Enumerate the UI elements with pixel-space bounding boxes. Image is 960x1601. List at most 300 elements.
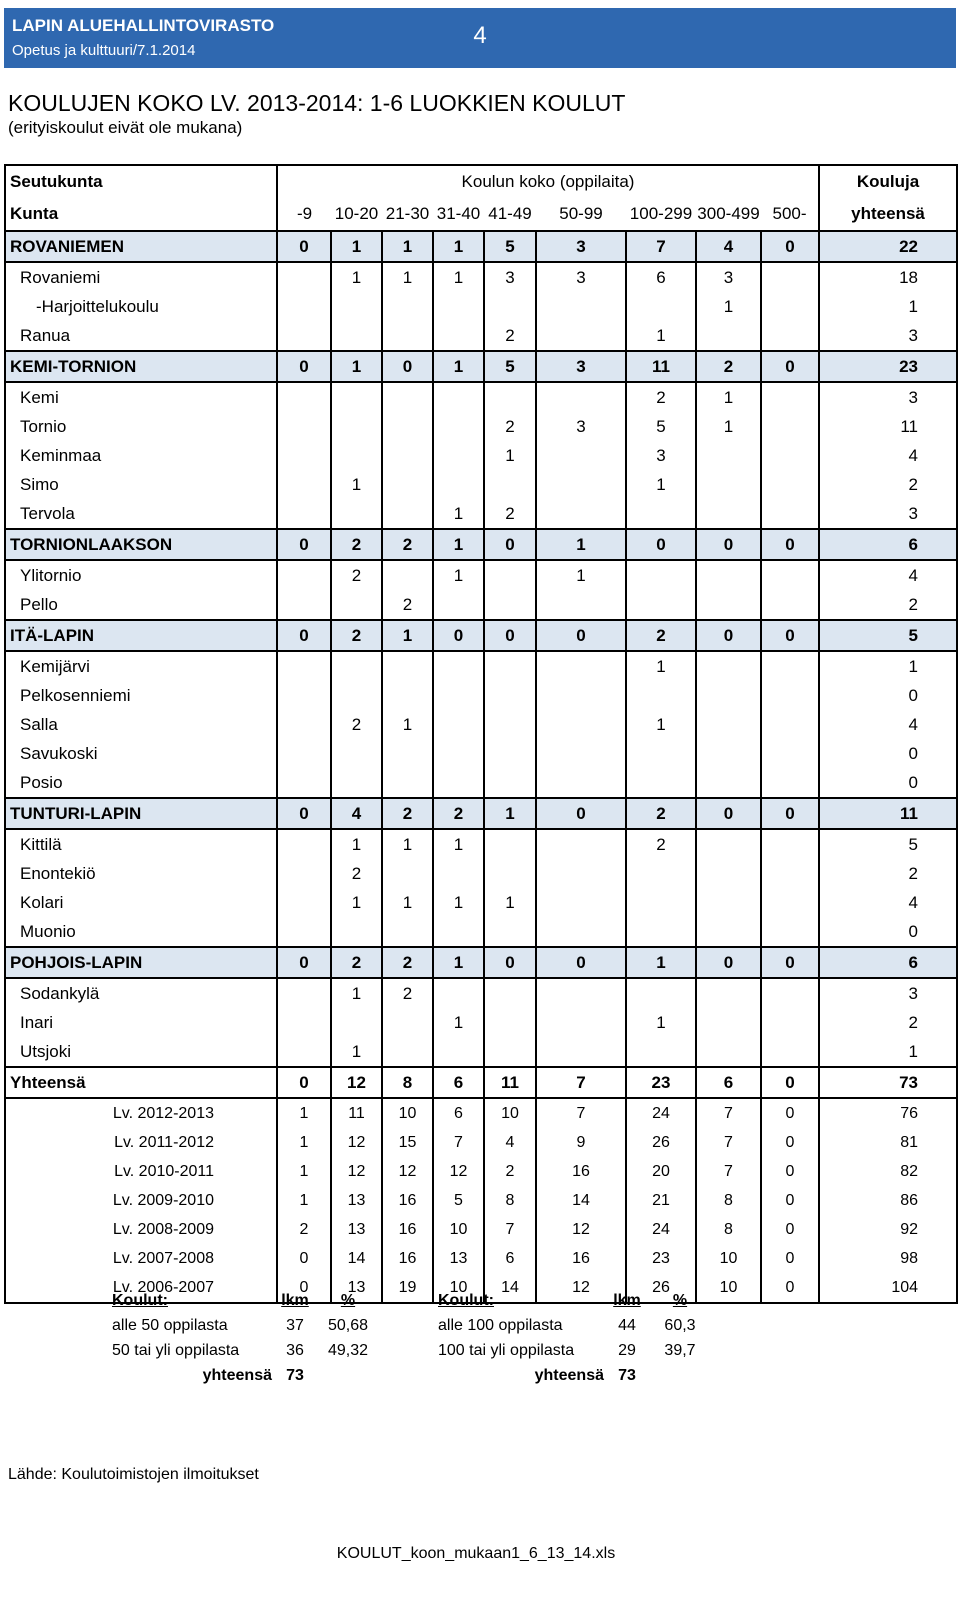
size-count-cell — [536, 739, 626, 768]
size-count-cell: 20 — [626, 1157, 696, 1186]
size-count-cell: 0 — [761, 351, 819, 382]
source-note: Lähde: Koulutoimistojen ilmoitukset — [8, 1466, 259, 1483]
size-count-cell: 12 — [382, 1157, 433, 1186]
size-count-cell: 1 — [433, 560, 484, 590]
size-count-cell — [484, 978, 536, 1008]
size-count-cell: 0 — [536, 947, 626, 978]
size-count-cell — [761, 412, 819, 441]
size-count-cell: 2 — [331, 620, 382, 651]
size-count-cell: 10 — [696, 1244, 761, 1273]
size-count-cell — [484, 1037, 536, 1067]
size-count-cell: 1 — [536, 560, 626, 590]
size-count-cell — [696, 710, 761, 739]
size-count-cell: 1 — [626, 651, 696, 681]
header-size-col: 10-20 — [334, 204, 379, 223]
size-count-cell — [382, 441, 433, 470]
schools-total-cell: 4 — [819, 560, 957, 590]
size-count-cell — [761, 1008, 819, 1037]
size-count-cell — [536, 978, 626, 1008]
size-count-cell: 11 — [331, 1098, 382, 1128]
size-count-cell — [696, 499, 761, 529]
organization-name: LAPIN ALUEHALLINTOVIRASTO — [12, 16, 275, 35]
summary-table-100 — [434, 1288, 714, 1388]
size-count-cell: 16 — [382, 1215, 433, 1244]
size-count-cell — [626, 859, 696, 888]
size-count-cell — [433, 710, 484, 739]
size-count-cell — [626, 499, 696, 529]
size-count-cell — [331, 499, 382, 529]
size-count-cell — [761, 917, 819, 947]
size-count-cell — [761, 470, 819, 499]
size-count-cell — [536, 1008, 626, 1037]
size-count-cell: 0 — [696, 529, 761, 560]
size-count-cell: 13 — [331, 1186, 382, 1215]
size-count-cell: 24 — [626, 1098, 696, 1128]
size-count-cell — [382, 292, 433, 321]
schools-total-cell: 76 — [819, 1098, 957, 1128]
schools-total-cell: 3 — [819, 321, 957, 351]
size-count-cell: 14 — [331, 1244, 382, 1273]
summary-total: 73 — [286, 1366, 304, 1384]
size-count-cell: 2 — [331, 560, 382, 590]
size-count-cell: 11 — [484, 1067, 536, 1098]
size-count-cell — [277, 978, 331, 1008]
schools-total-cell: 6 — [819, 947, 957, 978]
size-count-cell — [277, 441, 331, 470]
size-count-cell: 6 — [626, 262, 696, 292]
summary-pct: 60,3 — [664, 1316, 696, 1334]
schools-total-cell: 82 — [819, 1157, 957, 1186]
size-count-cell — [277, 859, 331, 888]
schools-total-cell: 18 — [819, 262, 957, 292]
size-count-cell: 12 — [331, 1157, 382, 1186]
size-count-cell — [331, 768, 382, 798]
size-count-cell: 1 — [331, 231, 382, 262]
size-count-cell: 0 — [484, 529, 536, 560]
schools-total-cell: 2 — [819, 1008, 957, 1037]
row-label: Pelkosenniemi — [20, 685, 131, 705]
municipality-row — [5, 1008, 957, 1037]
size-count-cell — [696, 978, 761, 1008]
schools-total-cell: 4 — [819, 441, 957, 470]
size-count-cell: 1 — [331, 262, 382, 292]
schools-total-cell: 2 — [819, 859, 957, 888]
size-count-cell: 1 — [331, 351, 382, 382]
row-label: Sodankylä — [20, 983, 100, 1003]
size-count-cell: 5 — [484, 231, 536, 262]
size-count-cell: 2 — [382, 798, 433, 829]
size-count-cell — [484, 681, 536, 710]
size-count-cell — [536, 651, 626, 681]
summary-header-lkm: lkm — [613, 1291, 641, 1309]
size-count-cell — [382, 917, 433, 947]
size-count-cell: 1 — [626, 947, 696, 978]
schools-total-cell: 3 — [819, 499, 957, 529]
size-count-cell — [484, 859, 536, 888]
summary-label: 100 tai yli oppilasta — [438, 1341, 575, 1359]
size-count-cell: 0 — [277, 798, 331, 829]
municipality-row — [5, 829, 957, 859]
size-count-cell: 14 — [484, 1273, 536, 1303]
size-count-cell: 2 — [626, 620, 696, 651]
size-count-cell — [696, 917, 761, 947]
school-size-table — [4, 164, 958, 1304]
row-label: Kemijärvi — [20, 656, 90, 676]
size-count-cell — [626, 768, 696, 798]
header-size-col: 500- — [772, 204, 807, 223]
size-count-cell — [277, 768, 331, 798]
size-count-cell — [626, 1037, 696, 1067]
row-label: Tervola — [20, 503, 75, 523]
size-count-cell — [277, 829, 331, 859]
size-count-cell: 7 — [696, 1157, 761, 1186]
size-count-cell: 5 — [626, 412, 696, 441]
size-count-cell: 1 — [382, 829, 433, 859]
municipality-row — [5, 978, 957, 1008]
size-count-cell — [277, 321, 331, 351]
size-count-cell — [382, 768, 433, 798]
size-count-cell — [433, 470, 484, 499]
size-count-cell: 1 — [433, 829, 484, 859]
size-count-cell: 2 — [626, 798, 696, 829]
size-count-cell — [277, 681, 331, 710]
size-count-cell — [761, 1037, 819, 1067]
size-count-cell — [761, 499, 819, 529]
size-count-cell: 3 — [626, 441, 696, 470]
size-count-cell — [484, 829, 536, 859]
schools-total-cell: 5 — [819, 829, 957, 859]
size-count-cell: 0 — [536, 798, 626, 829]
schools-total-cell: 11 — [819, 412, 957, 441]
size-count-cell — [626, 590, 696, 620]
size-count-cell — [696, 321, 761, 351]
header-size-col: -9 — [277, 198, 331, 231]
row-label: Simo — [20, 474, 59, 494]
size-count-cell — [277, 590, 331, 620]
row-label: Muonio — [20, 921, 76, 941]
schools-total-cell: 104 — [819, 1273, 957, 1303]
size-count-cell — [277, 1008, 331, 1037]
size-count-cell: 7 — [536, 1067, 626, 1098]
size-count-cell — [382, 560, 433, 590]
summary-total-label: yhteensä — [202, 1366, 272, 1384]
history-row — [5, 1186, 957, 1215]
size-count-cell — [761, 560, 819, 590]
schools-total-cell: 23 — [819, 351, 957, 382]
row-label: Kemi — [20, 387, 59, 407]
size-count-cell: 0 — [761, 1186, 819, 1215]
size-count-cell: 1 — [331, 829, 382, 859]
row-label: Lv. 2009-2010 — [112, 1191, 214, 1209]
size-count-cell: 0 — [761, 231, 819, 262]
size-count-cell: 0 — [277, 1244, 331, 1273]
municipality-row — [5, 382, 957, 412]
schools-total-cell: 0 — [819, 917, 957, 947]
size-count-cell: 1 — [382, 231, 433, 262]
size-count-cell — [696, 441, 761, 470]
municipality-row — [5, 859, 957, 888]
size-count-cell — [277, 382, 331, 412]
row-label: TUNTURI-LAPIN — [5, 798, 277, 829]
size-count-cell — [433, 441, 484, 470]
municipality-row — [5, 1037, 957, 1067]
size-count-cell: 1 — [331, 1037, 382, 1067]
row-label: Lv. 2007-2008 — [112, 1249, 214, 1267]
page-number: 4 — [473, 22, 487, 49]
size-count-cell — [433, 917, 484, 947]
size-count-cell: 1 — [696, 412, 761, 441]
schools-total-cell: 1 — [819, 651, 957, 681]
size-count-cell: 1 — [277, 1157, 331, 1186]
size-count-cell: 12 — [536, 1273, 626, 1303]
size-count-cell — [761, 590, 819, 620]
size-count-cell — [761, 382, 819, 412]
size-count-cell: 2 — [382, 947, 433, 978]
schools-total-cell: 92 — [819, 1215, 957, 1244]
size-count-cell: 2 — [484, 1157, 536, 1186]
size-count-cell — [277, 412, 331, 441]
size-count-cell: 1 — [484, 441, 536, 470]
size-count-cell: 19 — [382, 1273, 433, 1303]
size-count-cell — [433, 321, 484, 351]
size-count-cell: 14 — [536, 1186, 626, 1215]
schools-total-cell: 5 — [819, 620, 957, 651]
size-count-cell: 21 — [626, 1186, 696, 1215]
municipality-row — [5, 888, 957, 917]
summary-label: alle 100 oppilasta — [438, 1316, 563, 1334]
size-count-cell: 0 — [761, 529, 819, 560]
size-count-cell — [382, 739, 433, 768]
size-count-cell — [484, 560, 536, 590]
size-count-cell: 1 — [433, 262, 484, 292]
size-count-cell: 0 — [761, 798, 819, 829]
size-count-cell: 0 — [761, 1273, 819, 1303]
size-count-cell — [761, 710, 819, 739]
municipality-row — [5, 499, 957, 529]
size-count-cell: 0 — [626, 529, 696, 560]
size-count-cell — [761, 651, 819, 681]
size-count-cell: 3 — [696, 262, 761, 292]
municipality-row — [5, 441, 957, 470]
header-seutukunta: Seutukunta — [10, 172, 103, 191]
row-label: -Harjoittelukoulu — [36, 296, 159, 316]
schools-total-cell: 3 — [819, 978, 957, 1008]
size-count-cell: 2 — [626, 829, 696, 859]
schools-total-cell: 11 — [819, 798, 957, 829]
size-count-cell: 1 — [484, 888, 536, 917]
size-count-cell: 10 — [696, 1273, 761, 1303]
document-subtitle: (erityiskoulut eivät ole mukana) — [8, 118, 243, 137]
size-count-cell — [433, 739, 484, 768]
size-count-cell — [626, 560, 696, 590]
header-size-col: 31-40 — [436, 204, 481, 223]
size-count-cell — [277, 499, 331, 529]
region-row — [5, 351, 957, 382]
header-yhteensa: yhteensä — [819, 198, 957, 231]
size-count-cell: 16 — [382, 1244, 433, 1273]
region-row — [5, 529, 957, 560]
size-count-cell — [761, 321, 819, 351]
municipality-row — [5, 292, 957, 321]
size-count-cell — [433, 978, 484, 1008]
history-row — [5, 1244, 957, 1273]
size-count-cell: 1 — [382, 710, 433, 739]
schools-total-cell: 3 — [819, 382, 957, 412]
row-label: Yhteensä — [5, 1067, 277, 1098]
size-count-cell — [761, 262, 819, 292]
size-count-cell — [536, 768, 626, 798]
municipality-row — [5, 651, 957, 681]
schools-total-cell: 1 — [819, 1037, 957, 1067]
row-label: Keminmaa — [20, 445, 102, 465]
size-count-cell: 1 — [382, 620, 433, 651]
size-count-cell: 7 — [626, 231, 696, 262]
size-count-cell: 13 — [331, 1215, 382, 1244]
header-kunta: Kunta — [10, 204, 59, 223]
size-count-cell: 13 — [433, 1244, 484, 1273]
header-kouluja: Kouluja — [819, 165, 957, 198]
size-count-cell: 8 — [696, 1186, 761, 1215]
summary-pct: 50,68 — [327, 1316, 369, 1334]
size-count-cell — [382, 1008, 433, 1037]
size-count-cell: 3 — [536, 231, 626, 262]
size-count-cell — [484, 739, 536, 768]
size-count-cell: 1 — [626, 1008, 696, 1037]
size-count-cell: 1 — [331, 470, 382, 499]
size-count-cell — [536, 859, 626, 888]
size-count-cell — [382, 1037, 433, 1067]
summary-lkm: 29 — [618, 1341, 636, 1359]
size-count-cell: 15 — [382, 1128, 433, 1157]
schools-total-cell: 4 — [819, 710, 957, 739]
size-count-cell: 8 — [484, 1186, 536, 1215]
size-count-cell: 1 — [433, 499, 484, 529]
size-count-cell: 2 — [626, 382, 696, 412]
size-count-cell: 2 — [331, 529, 382, 560]
size-count-cell — [331, 1008, 382, 1037]
size-count-cell: 0 — [277, 231, 331, 262]
schools-total-cell: 0 — [819, 739, 957, 768]
region-row — [5, 231, 957, 262]
summary-label: 50 tai yli oppilasta — [112, 1341, 240, 1359]
size-count-cell: 1 — [382, 262, 433, 292]
size-count-cell: 0 — [277, 1273, 331, 1303]
size-count-cell — [761, 292, 819, 321]
size-count-cell — [277, 739, 331, 768]
size-count-cell: 7 — [433, 1128, 484, 1157]
size-count-cell — [696, 1008, 761, 1037]
schools-total-cell: 2 — [819, 470, 957, 499]
size-count-cell: 1 — [433, 351, 484, 382]
size-count-cell — [331, 321, 382, 351]
size-count-cell — [433, 768, 484, 798]
size-count-cell — [331, 681, 382, 710]
schools-total-cell: 22 — [819, 231, 957, 262]
row-label: ITÄ-LAPIN — [5, 620, 277, 651]
size-count-cell: 4 — [484, 1128, 536, 1157]
size-count-cell: 0 — [761, 1098, 819, 1128]
size-count-cell: 8 — [382, 1067, 433, 1098]
size-count-cell: 10 — [382, 1098, 433, 1128]
size-count-cell: 3 — [536, 351, 626, 382]
size-count-cell: 2 — [696, 351, 761, 382]
size-count-cell — [536, 917, 626, 947]
size-count-cell — [696, 651, 761, 681]
schools-total-cell: 0 — [819, 768, 957, 798]
row-label: Lv. 2010-2011 — [114, 1162, 214, 1180]
schools-total-cell: 86 — [819, 1186, 957, 1215]
size-count-cell — [696, 829, 761, 859]
size-count-cell: 2 — [331, 710, 382, 739]
size-count-cell — [484, 710, 536, 739]
size-count-cell — [277, 560, 331, 590]
size-count-cell — [696, 470, 761, 499]
size-count-cell: 1 — [626, 321, 696, 351]
size-count-cell: 0 — [484, 620, 536, 651]
size-count-cell — [536, 499, 626, 529]
size-count-cell: 13 — [331, 1273, 382, 1303]
region-row — [5, 620, 957, 651]
size-count-cell: 0 — [277, 947, 331, 978]
summary-label: alle 50 oppilasta — [112, 1316, 228, 1334]
size-count-cell: 2 — [382, 978, 433, 1008]
schools-total-cell: 4 — [819, 888, 957, 917]
size-count-cell: 1 — [484, 798, 536, 829]
size-count-cell — [761, 859, 819, 888]
header-size-col: 21-30 — [385, 204, 430, 223]
size-count-cell — [277, 262, 331, 292]
row-label: ROVANIEMEN — [5, 231, 277, 262]
size-count-cell: 2 — [382, 529, 433, 560]
size-count-cell: 23 — [626, 1244, 696, 1273]
size-count-cell: 26 — [626, 1273, 696, 1303]
file-name: KOULUT_koon_mukaan1_6_13_14.xls — [336, 1545, 616, 1562]
size-count-cell: 3 — [536, 412, 626, 441]
size-count-cell: 1 — [331, 888, 382, 917]
size-count-cell: 1 — [696, 382, 761, 412]
size-count-cell — [626, 917, 696, 947]
size-count-cell — [626, 681, 696, 710]
size-count-cell — [761, 978, 819, 1008]
size-count-cell: 16 — [382, 1186, 433, 1215]
size-count-cell — [382, 382, 433, 412]
size-count-cell: 2 — [484, 321, 536, 351]
size-count-cell: 0 — [277, 351, 331, 382]
size-count-cell — [484, 382, 536, 412]
history-row — [5, 1128, 957, 1157]
size-count-cell: 2 — [433, 798, 484, 829]
size-count-cell — [382, 651, 433, 681]
size-count-cell: 2 — [382, 590, 433, 620]
document-title: KOULUJEN KOKO LV. 2013-2014: 1-6 LUOKKIEN KOULUT — [8, 90, 626, 116]
size-count-cell: 10 — [433, 1273, 484, 1303]
history-row — [5, 1215, 957, 1244]
size-count-cell: 11 — [626, 351, 696, 382]
schools-total-cell: 1 — [819, 292, 957, 321]
size-count-cell — [626, 292, 696, 321]
size-count-cell: 6 — [433, 1067, 484, 1098]
row-label: Utsjoki — [20, 1041, 72, 1061]
size-count-cell — [536, 382, 626, 412]
size-count-cell: 0 — [761, 1067, 819, 1098]
size-count-cell: 0 — [761, 1215, 819, 1244]
summary-header-pct: % — [672, 1291, 688, 1309]
history-row — [5, 1157, 957, 1186]
size-count-cell: 10 — [433, 1215, 484, 1244]
row-label: Salla — [20, 714, 58, 734]
size-count-cell: 1 — [331, 978, 382, 1008]
size-count-cell: 7 — [536, 1098, 626, 1128]
